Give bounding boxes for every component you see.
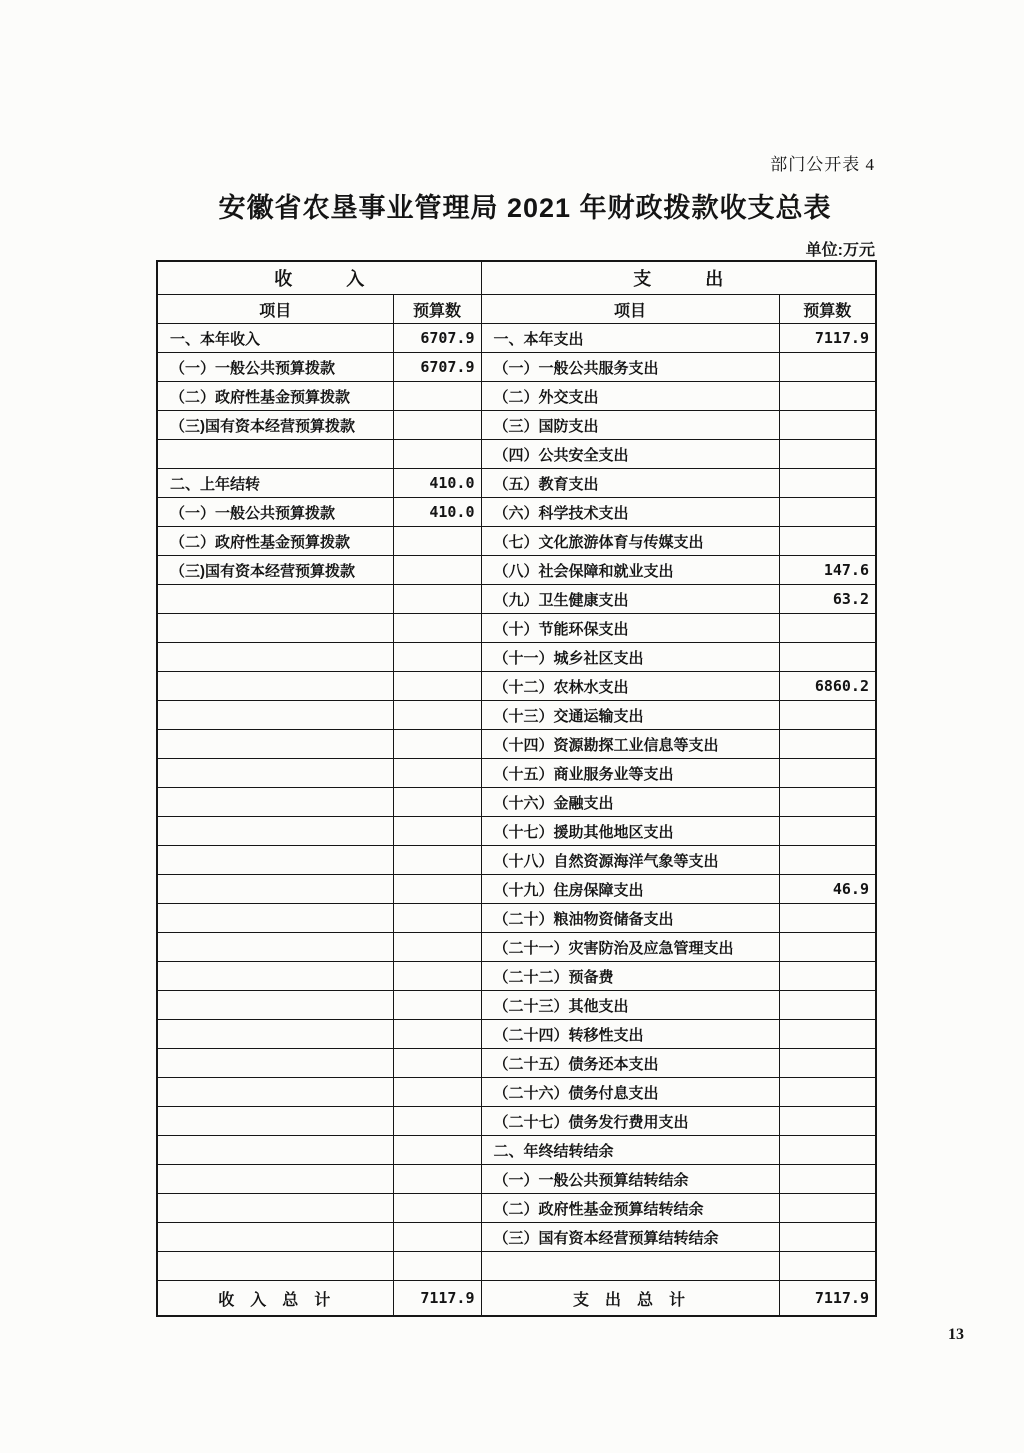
expense-budget-cell: 6860.2: [779, 672, 876, 701]
expense-item-cell: （十四）资源勘探工业信息等支出: [481, 730, 779, 759]
income-budget-cell: [393, 875, 481, 904]
income-budget-cell: [393, 788, 481, 817]
table-row: [157, 904, 876, 933]
table-row: [157, 1165, 876, 1194]
income-item-cell: （三)国有资本经营预算拨款: [157, 411, 393, 440]
income-item-cell: [157, 1020, 393, 1049]
expense-item-cell: （十五）商业服务业等支出: [481, 759, 779, 788]
income-budget-cell: [393, 382, 481, 411]
income-budget-cell: [393, 701, 481, 730]
income-item-cell: [157, 759, 393, 788]
expense-item-cell: （五）教育支出: [481, 469, 779, 498]
expense-budget-cell: [779, 382, 876, 411]
table-row: [157, 875, 876, 904]
expense-budget-cell: [779, 1020, 876, 1049]
expense-budget-cell: [779, 353, 876, 382]
expense-budget-cell: [779, 1136, 876, 1165]
income-item-cell: 二、上年结转: [157, 469, 393, 498]
page-number: 13: [948, 1326, 964, 1343]
income-budget-cell: [393, 643, 481, 672]
table-row: [157, 469, 876, 498]
table-row: [157, 527, 876, 556]
income-item-cell: [157, 1223, 393, 1252]
expense-item-cell: （一）一般公共服务支出: [481, 353, 779, 382]
income-budget-cell: [393, 1107, 481, 1136]
expense-budget-cell: [779, 730, 876, 759]
income-item-cell: [157, 991, 393, 1020]
expense-item-cell: （二十六）债务付息支出: [481, 1078, 779, 1107]
table-row: [157, 498, 876, 527]
expense-item-column-header: 项目: [481, 295, 779, 324]
expense-item-cell: （十九）住房保障支出: [481, 875, 779, 904]
income-budget-cell: 6707.9: [393, 353, 481, 382]
income-budget-cell: [393, 1252, 481, 1281]
income-budget-cell: [393, 904, 481, 933]
expense-total-label: 支 出 总 计: [481, 1281, 779, 1317]
expense-item-cell: （四）公共安全支出: [481, 440, 779, 469]
income-item-cell: [157, 672, 393, 701]
expense-item-cell: （八）社会保障和就业支出: [481, 556, 779, 585]
table-row: [157, 730, 876, 759]
expense-budget-cell: [779, 643, 876, 672]
table-row: [157, 962, 876, 991]
income-budget-cell: [393, 1194, 481, 1223]
expense-item-cell: （十三）交通运输支出: [481, 701, 779, 730]
income-item-cell: [157, 730, 393, 759]
expense-budget-cell: [779, 701, 876, 730]
expense-item-cell: （七）文化旅游体育与传媒支出: [481, 527, 779, 556]
expense-budget-cell: [779, 904, 876, 933]
expense-budget-cell: [779, 817, 876, 846]
income-item-cell: （二）政府性基金预算拨款: [157, 382, 393, 411]
income-item-cell: [157, 875, 393, 904]
income-budget-column-header: 预算数: [393, 295, 481, 324]
income-item-cell: [157, 585, 393, 614]
expense-budget-cell: [779, 614, 876, 643]
table-row: [157, 411, 876, 440]
expense-item-cell: （六）科学技术支出: [481, 498, 779, 527]
income-item-cell: [157, 904, 393, 933]
income-item-cell: [157, 643, 393, 672]
expense-total-value: 7117.9: [779, 1281, 876, 1317]
expense-budget-cell: [779, 1107, 876, 1136]
table-row: [157, 614, 876, 643]
income-budget-cell: 410.0: [393, 469, 481, 498]
expense-budget-cell: 46.9: [779, 875, 876, 904]
expense-item-cell: （十一）城乡社区支出: [481, 643, 779, 672]
income-budget-cell: [393, 1020, 481, 1049]
income-budget-cell: [393, 846, 481, 875]
expense-item-cell: （十八）自然资源海洋气象等支出: [481, 846, 779, 875]
expense-item-cell: （九）卫生健康支出: [481, 585, 779, 614]
income-total-label: 收 入 总 计: [157, 1281, 393, 1317]
table-row: [157, 933, 876, 962]
expense-item-cell: （二十五）债务还本支出: [481, 1049, 779, 1078]
expense-item-cell: （二十七）债务发行费用支出: [481, 1107, 779, 1136]
page-title: 安徽省农垦事业管理局 2021 年财政拨款收支总表: [218, 193, 832, 223]
budget-table: [156, 260, 877, 1317]
table-row: [157, 1136, 876, 1165]
income-item-cell: [157, 1165, 393, 1194]
table-row: [157, 701, 876, 730]
income-budget-cell: [393, 556, 481, 585]
income-budget-cell: [393, 1223, 481, 1252]
income-item-cell: （三)国有资本经营预算拨款: [157, 556, 393, 585]
income-budget-cell: [393, 1078, 481, 1107]
table-row: [157, 788, 876, 817]
column-header-row: [157, 295, 876, 324]
expense-item-cell: （二十二）预备费: [481, 962, 779, 991]
income-budget-cell: [393, 991, 481, 1020]
income-item-cell: [157, 846, 393, 875]
expense-budget-cell: 147.6: [779, 556, 876, 585]
expense-budget-cell: [779, 1165, 876, 1194]
expense-budget-cell: [779, 962, 876, 991]
income-budget-cell: 6707.9: [393, 324, 481, 353]
expense-section-header: 支 出: [481, 261, 876, 295]
income-budget-cell: [393, 962, 481, 991]
table-row: [157, 1107, 876, 1136]
expense-budget-cell: [779, 1223, 876, 1252]
corner-table-label: 部门公开表 4: [770, 155, 875, 174]
table-row: [157, 324, 876, 353]
table-row: [157, 846, 876, 875]
income-item-cell: [157, 817, 393, 846]
income-item-cell: [157, 788, 393, 817]
income-budget-cell: [393, 411, 481, 440]
table-row: [157, 382, 876, 411]
income-item-cell: （二）政府性基金预算拨款: [157, 527, 393, 556]
expense-budget-cell: [779, 759, 876, 788]
expense-budget-cell: [779, 469, 876, 498]
expense-item-cell: （十）节能环保支出: [481, 614, 779, 643]
table-row: [157, 1049, 876, 1078]
expense-item-cell: （二十）粮油物资储备支出: [481, 904, 779, 933]
expense-item-cell: 一、本年支出: [481, 324, 779, 353]
expense-item-cell: （二十一）灾害防治及应急管理支出: [481, 933, 779, 962]
total-row: [157, 1281, 876, 1317]
income-budget-cell: [393, 1136, 481, 1165]
expense-budget-column-header: 预算数: [779, 295, 876, 324]
section-header-row: [157, 261, 876, 295]
income-item-column-header: 项目: [157, 295, 393, 324]
expense-item-cell: （二十三）其他支出: [481, 991, 779, 1020]
expense-item-cell: （十二）农林水支出: [481, 672, 779, 701]
expense-item-cell: （二十四）转移性支出: [481, 1020, 779, 1049]
income-budget-cell: [393, 1049, 481, 1078]
expense-budget-cell: [779, 788, 876, 817]
income-item-cell: [157, 1252, 393, 1281]
table-row: [157, 1223, 876, 1252]
income-item-cell: 一、本年收入: [157, 324, 393, 353]
income-budget-cell: [393, 585, 481, 614]
table-row: [157, 353, 876, 382]
expense-budget-cell: [779, 440, 876, 469]
income-budget-cell: 410.0: [393, 498, 481, 527]
income-total-value: 7117.9: [393, 1281, 481, 1317]
income-item-cell: [157, 1049, 393, 1078]
table-row: [157, 440, 876, 469]
table-row: [157, 1194, 876, 1223]
expense-item-cell: 二、年终结转结余: [481, 1136, 779, 1165]
income-item-cell: （一）一般公共预算拨款: [157, 353, 393, 382]
expense-budget-cell: [779, 527, 876, 556]
unit-label: 单位:万元: [805, 242, 875, 259]
income-budget-cell: [393, 759, 481, 788]
table-row: [157, 672, 876, 701]
expense-budget-cell: [779, 991, 876, 1020]
income-section-header: 收 入: [157, 261, 481, 295]
income-budget-cell: [393, 527, 481, 556]
table-row: [157, 991, 876, 1020]
income-item-cell: [157, 962, 393, 991]
income-item-cell: （一）一般公共预算拨款: [157, 498, 393, 527]
expense-item-cell: （三）国防支出: [481, 411, 779, 440]
expense-item-cell: （二）外交支出: [481, 382, 779, 411]
income-budget-cell: [393, 817, 481, 846]
expense-item-cell: （三）国有资本经营预算结转结余: [481, 1223, 779, 1252]
expense-budget-cell: [779, 933, 876, 962]
income-budget-cell: [393, 1165, 481, 1194]
expense-item-cell: （十七）援助其他地区支出: [481, 817, 779, 846]
income-item-cell: [157, 440, 393, 469]
income-budget-cell: [393, 614, 481, 643]
table-row: [157, 585, 876, 614]
table-row: [157, 817, 876, 846]
income-item-cell: [157, 614, 393, 643]
income-item-cell: [157, 1078, 393, 1107]
table-row: [157, 643, 876, 672]
income-budget-cell: [393, 933, 481, 962]
expense-item-cell: （二）政府性基金预算结转结余: [481, 1194, 779, 1223]
expense-budget-cell: [779, 498, 876, 527]
expense-item-cell: （十六）金融支出: [481, 788, 779, 817]
expense-budget-cell: 7117.9: [779, 324, 876, 353]
income-budget-cell: [393, 440, 481, 469]
table-row: [157, 1252, 876, 1281]
expense-item-cell: （一）一般公共预算结转结余: [481, 1165, 779, 1194]
expense-item-cell: [481, 1252, 779, 1281]
expense-budget-cell: [779, 1252, 876, 1281]
table-row: [157, 1020, 876, 1049]
table-row: [157, 556, 876, 585]
expense-budget-cell: [779, 411, 876, 440]
income-budget-cell: [393, 730, 481, 759]
expense-budget-cell: [779, 846, 876, 875]
table-row: [157, 1078, 876, 1107]
income-item-cell: [157, 1107, 393, 1136]
expense-budget-cell: [779, 1049, 876, 1078]
expense-budget-cell: 63.2: [779, 585, 876, 614]
income-item-cell: [157, 701, 393, 730]
expense-budget-cell: [779, 1194, 876, 1223]
income-item-cell: [157, 933, 393, 962]
table-row: [157, 759, 876, 788]
income-item-cell: [157, 1194, 393, 1223]
income-budget-cell: [393, 672, 481, 701]
expense-budget-cell: [779, 1078, 876, 1107]
income-item-cell: [157, 1136, 393, 1165]
